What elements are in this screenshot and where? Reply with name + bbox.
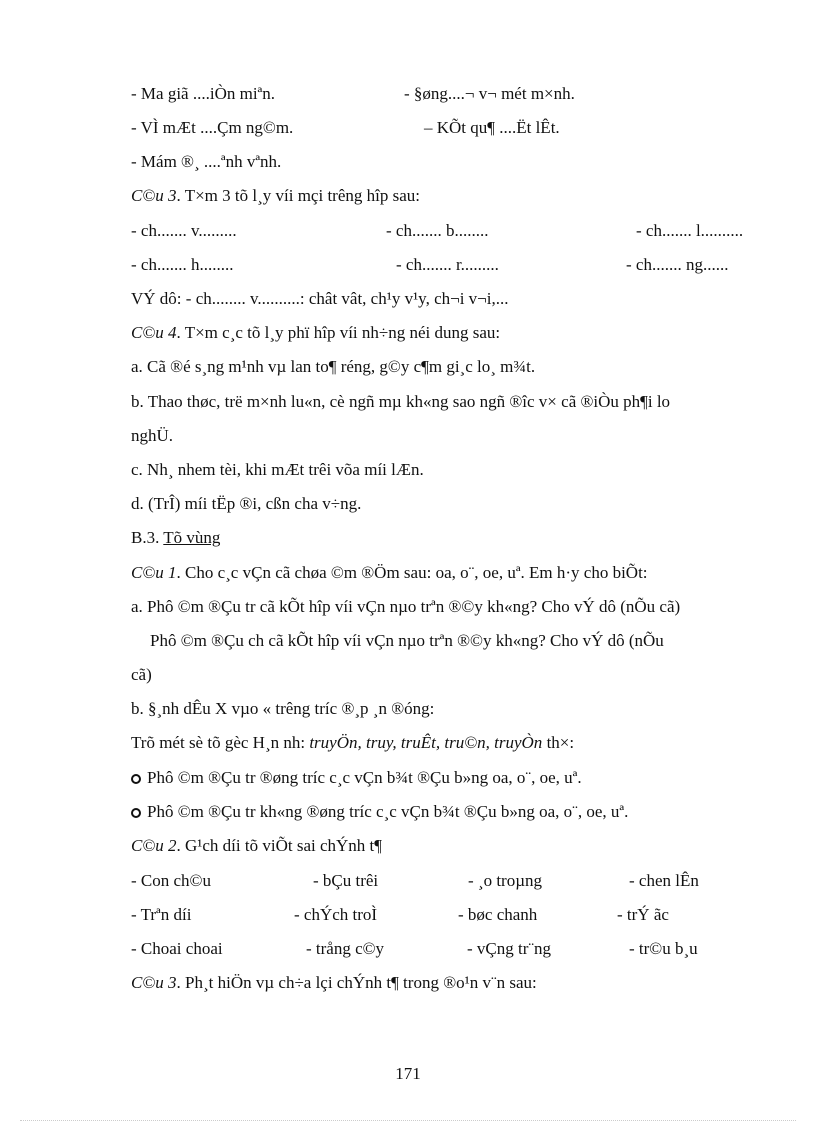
exception-words: truyÖn, truy, truÊt, tru©n, truyÒn: [309, 733, 543, 752]
section-b3-title: Tõ vùng: [163, 528, 221, 547]
q4-item-d: d. (TrÎ) míi tËp ®i, cßn cha v÷ng.: [131, 494, 362, 513]
option-1-checkbox-icon[interactable]: [131, 774, 141, 784]
grid1-col1: - ch....... v.........: [131, 221, 237, 240]
row-2b: – KÕt qu¶ ....Ët lÊt.: [424, 118, 560, 137]
q4-item-a: a. Cã ®é s¸ng m¹nh vµ lan to¶ réng, g©y c¶m gi¸c lo¸ m¾t.: [131, 357, 536, 376]
grid2-col2: - ch....... r.........: [396, 255, 499, 274]
word-3-1: - Choai choai: [131, 939, 223, 958]
option-2[interactable]: [131, 801, 628, 823]
word-3-4: - tr©u b¸u: [629, 939, 698, 958]
b3-question-3-label: C©u 3: [131, 973, 177, 992]
option-1[interactable]: [131, 767, 582, 789]
grid1-col3: - ch....... l..........: [636, 221, 744, 240]
question-4-label: C©u 4: [131, 323, 177, 342]
b3-question-1-text: . Cho c¸c vÇn cã chøa ©m ®Öm sau: oa, o¨, oe, uª. Em h·y cho biÕt:: [176, 563, 648, 582]
b3-question-2-label: C©u 2: [131, 836, 177, 855]
word-1-4: - chen lÊn: [629, 871, 699, 890]
page-number: 171: [395, 1064, 421, 1083]
grid2-col1: - ch....... h........: [131, 255, 234, 274]
question-3-text: . T×m 3 tõ l¸y víi mçi trêng hîp sau:: [176, 186, 420, 205]
question-3-label: C©u 3: [131, 186, 177, 205]
example-line: VÝ dô: - ch........ v..........: chât vât, ch¹y v¹y, ch¬i v¬i,...: [131, 289, 509, 308]
exception-suffix: th×:: [542, 733, 575, 752]
q1-item-a2-tail: cã): [131, 665, 152, 684]
word-2-3: - bøc chanh: [458, 905, 538, 924]
q4-item-b-cont: nghÜ.: [131, 426, 174, 445]
footer-divider: [20, 1120, 796, 1121]
section-b3-prefix: B.3.: [131, 528, 164, 547]
option-1-text: Phô ©m ®Çu tr ®øng tríc c¸c vÇn b¾t ®Çu b»ng oa, o¨, oe, uª.: [147, 768, 582, 787]
q4-item-b: b. Thao thøc, trë m×nh lu«n, cè ngñ mµ kh«ng sao ngñ ®îc v× cã ®iÒu ph¶i lo: [131, 392, 671, 411]
row-2a: - VÌ mÆt ....Çm ng©m.: [131, 118, 294, 137]
grid1-col2: - ch....... b........: [386, 221, 489, 240]
word-2-4: - trÝ ãc: [617, 905, 669, 924]
question-4-heading: [131, 322, 500, 344]
exception-prefix: Trõ mét sè tõ gèc H¸n nh:: [131, 733, 310, 752]
b3-question-3-heading: [131, 972, 537, 994]
exception-line: [131, 732, 574, 754]
row-1a: - Ma giã ....iÒn miªn.: [131, 84, 275, 103]
q1-item-a2: Phô ©m ®Çu ch cã kÕt hîp víi vÇn nµo trªn ®©y kh«ng? Cho vÝ dô (nÕu: [150, 631, 664, 650]
word-1-3: - ¸o troµng: [468, 871, 543, 890]
row-3a: - Mám ®¸ ....ªnh vªnh.: [131, 152, 282, 171]
word-2-2: - chÝch troÌ: [294, 905, 378, 924]
b3-question-3-text: . Ph¸t hiÖn vµ ch÷a lçi chÝnh t¶ trong ®o¹n v¨n sau:: [176, 973, 537, 992]
word-3-3: - vÇng tr¨ng: [467, 939, 552, 958]
option-2-text: Phô ©m ®Çu tr kh«ng ®øng tríc c¸c vÇn b¾t ®Çu b»ng oa, o¨, oe, uª.: [147, 802, 629, 821]
section-b3-heading: [131, 527, 220, 549]
question-4-text: . T×m c¸c tõ l¸y phï hîp víi nh÷ng néi dung sau:: [176, 323, 501, 342]
q1-item-a: a. Phô ©m ®Çu tr cã kÕt hîp víi vÇn nµo trªn ®©y kh«ng? Cho vÝ dô (nÕu cã): [131, 597, 681, 616]
question-3-heading: [131, 185, 420, 207]
word-1-1: - Con ch©u: [131, 871, 211, 890]
q4-item-c: c. Nh¸ nhem tèi, khi mÆt trêi võa míi lÆn.: [131, 460, 424, 479]
option-2-checkbox-icon[interactable]: [131, 808, 141, 818]
grid2-col3: - ch....... ng......: [626, 255, 729, 274]
word-2-1: - Trªn díi: [131, 905, 192, 924]
b3-question-2-heading: [131, 835, 382, 857]
b3-question-1-label: C©u 1: [131, 563, 177, 582]
b3-question-2-text: . G¹ch díi tõ viÕt sai chÝnh t¶: [176, 836, 382, 855]
word-1-2: - bÇu trêi: [313, 871, 379, 890]
q1-item-b: b. §¸nh dÊu X vµo « trêng tríc ®¸p ¸n ®óng:: [131, 699, 435, 718]
row-1b: - §øng....¬ v¬ mét m×nh.: [404, 84, 575, 103]
b3-question-1-heading: [131, 562, 648, 584]
word-3-2: - trång c©y: [306, 939, 385, 958]
